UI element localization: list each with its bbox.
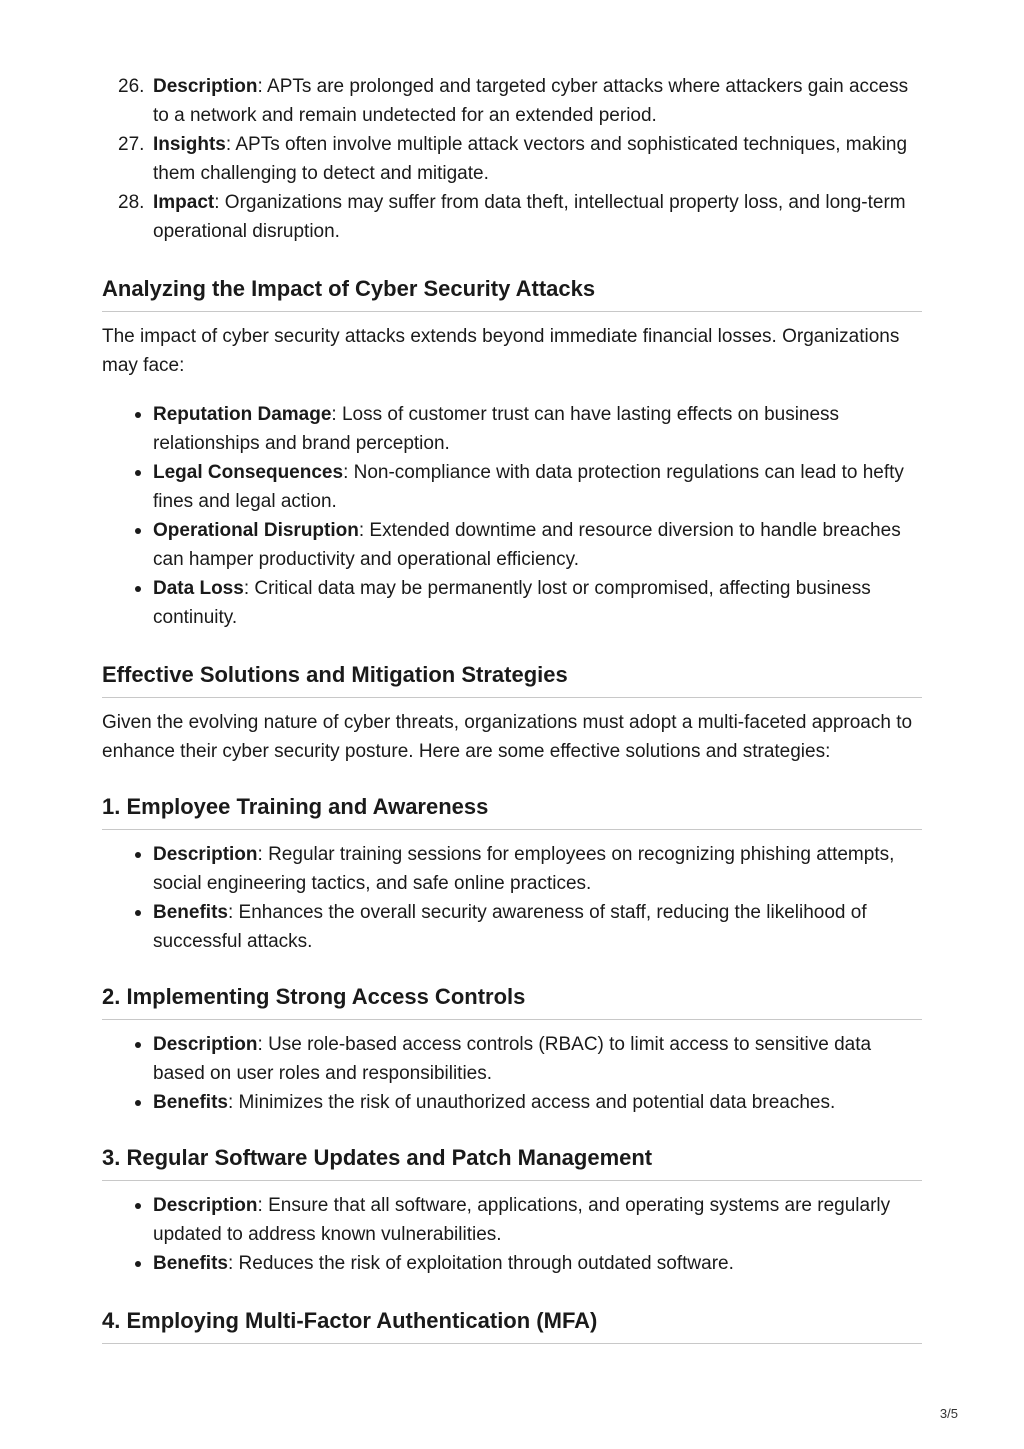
list-term: Impact (153, 192, 215, 213)
mfa-heading: 4. Employing Multi-Factor Authentication (MFA) (102, 1308, 922, 1344)
impact-intro: The impact of cyber security attacks extends beyond immediate financial losses. Organizations may face: (102, 326, 900, 376)
list-item (153, 1088, 922, 1117)
list-text: : Loss of customer trust can have lasting effects on business relationships and brand perception. (153, 404, 840, 454)
list-text: : Use role-based access controls (RBAC) to limit access to sensitive data based on user roles and responsibilities. (153, 1034, 872, 1084)
list-term: Benefits (153, 1092, 228, 1113)
list-term: Insights (153, 134, 226, 155)
list-number: 26. (118, 76, 145, 97)
list-text: : Non-compliance with data protection regulations can lead to hefty fines and legal action. (153, 462, 904, 512)
list-item (153, 1191, 922, 1249)
list-item (153, 574, 922, 632)
list-item (118, 188, 922, 246)
list-item (118, 72, 922, 130)
page-number: 3/5 (939, 1406, 958, 1421)
list-term: Description (153, 1195, 258, 1216)
apt-details-list (102, 72, 922, 246)
solutions-intro: Given the evolving nature of cyber threats, organizations must adopt a multi-faceted approach to enhance their cyber security posture. Here are some effective solutions and strategies: (102, 712, 913, 762)
access-controls-heading: 2. Implementing Strong Access Controls (102, 984, 922, 1020)
list-item (153, 898, 922, 956)
training-list (102, 840, 922, 956)
list-item (153, 1030, 922, 1088)
list-item (153, 840, 922, 898)
access-controls-list (102, 1030, 922, 1117)
list-term: Benefits (153, 1253, 228, 1274)
list-text: : Minimizes the risk of unauthorized access and potential data breaches. (227, 1092, 836, 1113)
list-item (153, 1249, 922, 1278)
updates-list (102, 1191, 922, 1278)
list-text: : APTs are prolonged and targeted cyber attacks where attackers gain access to a network and remain undetected for an extended period. (153, 76, 909, 126)
list-term: Legal Consequences (153, 462, 344, 483)
list-text: : Reduces the risk of exploitation through outdated software. (227, 1253, 734, 1274)
list-term: Operational Disruption (153, 520, 359, 541)
list-item (153, 516, 922, 574)
list-number: 28. (118, 192, 145, 213)
list-item (118, 130, 922, 188)
list-text: : Regular training sessions for employees on recognizing phishing attempts, social engineering tactics, and safe online practices. (153, 844, 895, 894)
list-text: : Critical data may be permanently lost or compromised, affecting business continuity. (153, 578, 871, 628)
list-term: Benefits (153, 902, 228, 923)
list-item (153, 458, 922, 516)
list-term: Reputation Damage (153, 404, 332, 425)
list-text: : Ensure that all software, applications, and operating systems are regularly updated to address known vulnerabilities. (153, 1195, 891, 1245)
list-number: 27. (118, 134, 145, 155)
list-term: Description (153, 76, 258, 97)
list-term: Description (153, 844, 258, 865)
document-page (102, 72, 922, 1344)
list-term: Data Loss (153, 578, 244, 599)
list-text: : Extended downtime and resource diversion to handle breaches can hamper productivity and operational efficiency. (153, 520, 901, 570)
list-text: : APTs often involve multiple attack vectors and sophisticated techniques, making them challenging to detect and mitigate. (153, 134, 908, 184)
list-item (153, 400, 922, 458)
training-heading: 1. Employee Training and Awareness (102, 794, 922, 830)
impact-list (102, 400, 922, 632)
solutions-heading: Effective Solutions and Mitigation Strategies (102, 662, 922, 698)
impact-heading: Analyzing the Impact of Cyber Security Attacks (102, 276, 922, 312)
list-term: Description (153, 1034, 258, 1055)
updates-heading: 3. Regular Software Updates and Patch Management (102, 1145, 922, 1181)
list-text: : Organizations may suffer from data theft, intellectual property loss, and long-term operational disruption. (153, 192, 906, 242)
list-text: : Enhances the overall security awareness of staff, reducing the likelihood of successful attacks. (153, 902, 867, 952)
